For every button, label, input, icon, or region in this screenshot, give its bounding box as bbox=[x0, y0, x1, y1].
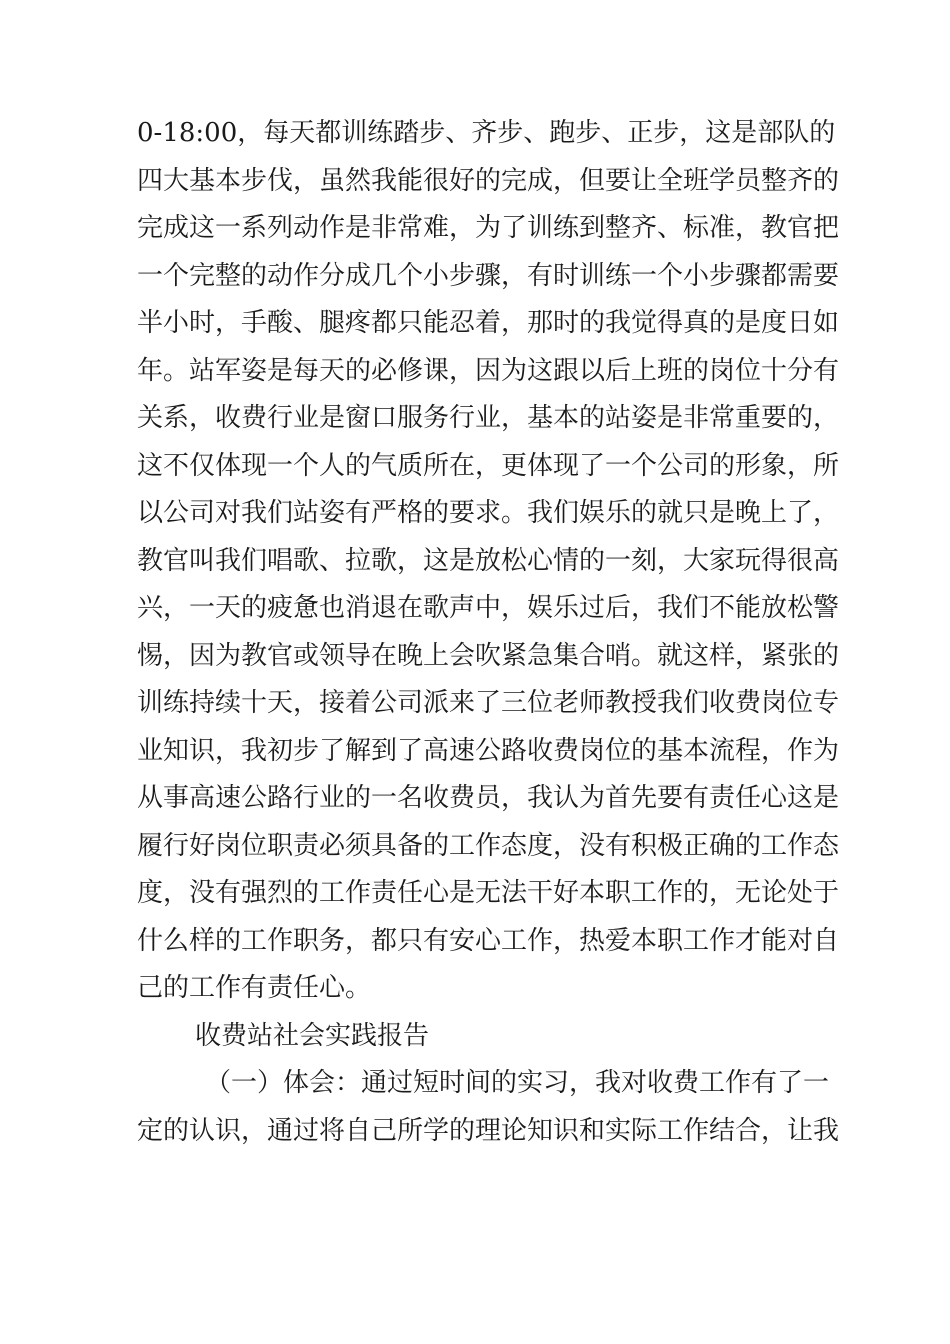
paragraph-line: 兴，一天的疲惫也消退在歌声中，娱乐过后，我们不能放松警 bbox=[137, 593, 840, 623]
paragraph-line: 完成这一系列动作是非常难，为了训练到整齐、标准，教官把 bbox=[137, 213, 840, 243]
subsection-line: （一）体会：通过短时间的实习，我对收费工作有了一 bbox=[205, 1068, 830, 1098]
paragraph-line: 以公司对我们站姿有严格的要求。我们娱乐的就只是晚上了， bbox=[137, 498, 840, 528]
paragraph-line: 履行好岗位职责必须具备的工作态度，没有积极正确的工作态 bbox=[137, 830, 840, 861]
paragraph-line: 半小时，手酸、腿疼都只能忍着，那时的我觉得真的是度日如 bbox=[137, 308, 840, 338]
paragraph-line: 0-18:00，每天都训练踏步、齐步、跑步、正步，这是部队的 bbox=[137, 118, 836, 148]
paragraph-line: 这不仅体现一个人的气质所在，更体现了一个公司的形象，所 bbox=[137, 450, 840, 481]
paragraph-line: 教官叫我们唱歌、拉歌，这是放松心情的一刻，大家玩得很高 bbox=[137, 545, 840, 576]
paragraph-line: 己的工作有责任心。 bbox=[137, 973, 372, 1003]
body-text bbox=[137, 110, 840, 1155]
paragraph-line: 惕，因为教官或领导在晚上会吹紧急集合哨。就这样，紧张的 bbox=[137, 640, 840, 671]
paragraph-line: 年。站军姿是每天的必修课，因为这跟以后上班的岗位十分有 bbox=[137, 355, 840, 386]
paragraph-line: 业知识，我初步了解到了高速公路收费岗位的基本流程，作为 bbox=[137, 735, 840, 766]
paragraph-line: 一个完整的动作分成几个小步骤，有时训练一个小步骤都需要 bbox=[137, 260, 840, 291]
paragraph-line: 关系，收费行业是窗口服务行业，基本的站姿是非常重要的， bbox=[137, 403, 840, 433]
paragraph-line: 训练持续十天，接着公司派来了三位老师教授我们收费岗位专 bbox=[137, 688, 840, 718]
paragraph-line: 什么样的工作职务，都只有安心工作，热爱本职工作才能对自 bbox=[137, 925, 840, 956]
subsection-line: 定的认识，通过将自己所学的理论知识和实际工作结合，让我 bbox=[137, 1115, 840, 1146]
paragraph-line: 度，没有强烈的工作责任心是无法干好本职工作的，无论处于 bbox=[137, 878, 840, 908]
section-title: 收费站社会实践报告 bbox=[195, 1020, 430, 1051]
paragraph-line: 从事高速公路行业的一名收费员，我认为首先要有责任心这是 bbox=[137, 783, 840, 813]
paragraph-line: 四大基本步伐，虽然我能很好的完成，但要让全班学员整齐的 bbox=[137, 165, 840, 196]
